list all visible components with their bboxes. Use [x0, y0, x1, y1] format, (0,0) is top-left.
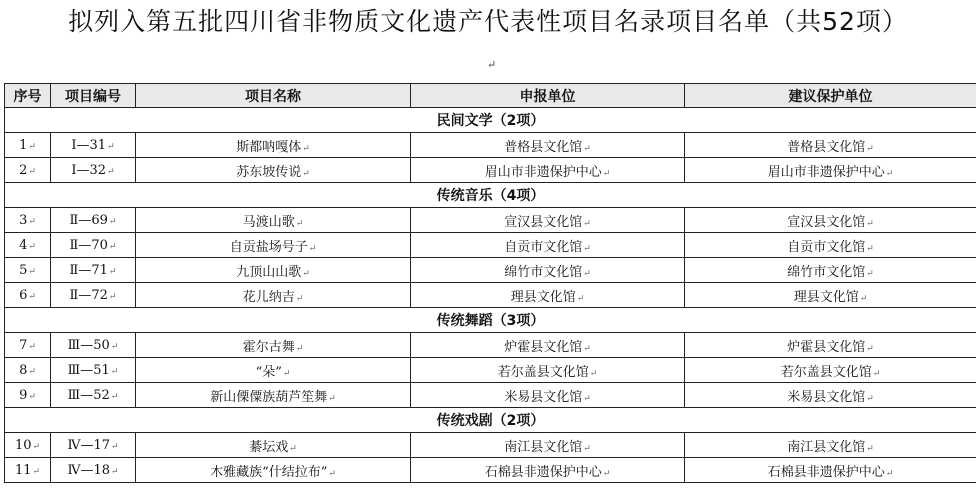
paragraph-mark: ↵	[872, 368, 881, 379]
paragraph-mark: ↵	[28, 166, 36, 177]
code-cell-text: Ⅲ—51	[67, 362, 110, 378]
table-row	[5, 158, 976, 183]
code-cell-text: Ⅱ—70	[69, 237, 108, 253]
code-cell-text: Ⅱ—69	[69, 212, 108, 228]
code-cell	[51, 458, 136, 483]
name-cell	[136, 383, 411, 408]
paragraph-mark: ↵	[487, 58, 497, 71]
paragraph-mark: ↵	[107, 166, 115, 177]
paragraph-mark: ↵	[32, 466, 41, 477]
table-row	[5, 383, 976, 408]
name-cell-text: 花儿纳吉	[242, 289, 295, 305]
category-row	[5, 408, 976, 433]
name-cell-text: 綦坛戏	[249, 439, 289, 455]
seq-cell-text: 10	[14, 437, 32, 453]
name-cell	[136, 208, 411, 233]
header-code: 项目编号	[51, 84, 136, 108]
paragraph-mark: ↵	[110, 341, 119, 352]
code-cell	[51, 433, 136, 458]
paragraph-mark: ↵	[295, 343, 304, 354]
applicant-cell-text: 石棉县非遗保护中心	[484, 464, 602, 480]
applicant-cell-text: 米易县文化馆	[504, 389, 583, 405]
paragraph-mark: ↵	[28, 341, 36, 352]
table-row	[5, 358, 976, 383]
protector-cell-text: 若尔盖县文化馆	[780, 364, 872, 380]
seq-cell-text: 4	[19, 237, 28, 253]
code-cell-text: Ⅰ—32	[71, 162, 107, 178]
paragraph-mark: ↵	[583, 218, 591, 229]
applicant-cell-text: 眉山市非遗保护中心	[484, 164, 602, 180]
paragraph-mark: ↵	[302, 168, 310, 179]
paragraph-mark: ↵	[859, 293, 868, 304]
paragraph-mark: ↵	[295, 293, 304, 304]
seq-cell-text: 2	[19, 162, 28, 178]
paragraph-mark: ↵	[866, 443, 874, 454]
code-cell	[51, 208, 136, 233]
applicant-cell	[411, 258, 685, 283]
name-cell	[136, 133, 411, 158]
code-cell-text: Ⅲ—50	[67, 337, 110, 353]
applicant-cell-text: 若尔盖县文化馆	[497, 364, 589, 380]
protector-cell	[685, 258, 976, 283]
header-seq: 序号	[5, 84, 51, 108]
seq-cell-text: 1	[19, 137, 28, 153]
name-cell-text: 自贡盐场号子	[229, 239, 308, 255]
protector-cell	[685, 283, 976, 308]
paragraph-mark: ↵	[328, 393, 336, 404]
category-row	[5, 183, 976, 208]
paragraph-mark: ↵	[28, 141, 36, 152]
seq-cell	[5, 133, 51, 158]
protector-cell-text: 宣汉县文化馆	[787, 214, 866, 230]
paragraph-mark: ↵	[583, 393, 591, 404]
applicant-cell	[411, 283, 685, 308]
code-cell-text: Ⅳ—17	[67, 437, 110, 453]
paragraph-mark: ↵	[282, 368, 291, 379]
code-cell	[51, 233, 136, 258]
name-cell	[136, 458, 411, 483]
protector-cell-text: 普格县文化馆	[787, 139, 866, 155]
table-row	[5, 233, 976, 258]
code-cell	[51, 383, 136, 408]
paragraph-mark: ↵	[866, 343, 874, 354]
name-cell	[136, 158, 411, 183]
protector-cell	[685, 133, 976, 158]
header-applicant: 申报单位	[411, 84, 685, 108]
paragraph-mark: ↵	[110, 466, 119, 477]
project-list-table	[4, 83, 976, 483]
applicant-cell-text: 自贡市文化馆	[504, 239, 583, 255]
table-row	[5, 258, 976, 283]
applicant-cell-text: 绵竹市文化馆	[504, 264, 583, 280]
code-cell-text: Ⅰ—31	[71, 137, 107, 153]
paragraph-mark: ↵	[28, 391, 36, 402]
table-row	[5, 333, 976, 358]
code-cell-text: Ⅱ—72	[69, 287, 108, 303]
paragraph-mark: ↵	[108, 216, 117, 227]
seq-cell-text: 8	[19, 362, 28, 378]
paragraph-mark: ↵	[866, 143, 874, 154]
code-cell	[51, 333, 136, 358]
table-row	[5, 458, 976, 483]
paragraph-mark: ↵	[110, 441, 119, 452]
protector-cell	[685, 433, 976, 458]
applicant-cell-text: 南江县文化馆	[504, 439, 583, 455]
paragraph-mark: ↵	[28, 216, 36, 227]
seq-cell	[5, 458, 51, 483]
paragraph-mark: ↵	[583, 268, 591, 279]
seq-cell	[5, 208, 51, 233]
document-title: 拟列入第五批四川省非物质文化遗产代表性项目名录项目名单（共52项）	[68, 7, 908, 36]
protector-cell-text: 绵竹市文化馆	[787, 264, 866, 280]
protector-cell	[685, 233, 976, 258]
seq-cell-text: 5	[19, 262, 28, 278]
protector-cell-text: 南江县文化馆	[787, 439, 866, 455]
table-row	[5, 208, 976, 233]
protector-cell	[685, 458, 976, 483]
protector-cell-text: 米易县文化馆	[787, 389, 866, 405]
code-cell-text: Ⅲ—52	[67, 387, 110, 403]
applicant-cell	[411, 208, 685, 233]
code-cell-text: Ⅳ—18	[67, 462, 110, 478]
code-cell	[51, 258, 136, 283]
protector-cell	[685, 158, 976, 183]
seq-cell	[5, 358, 51, 383]
seq-cell	[5, 383, 51, 408]
name-cell	[136, 258, 411, 283]
code-cell	[51, 283, 136, 308]
name-cell-text: 斯都呐嘎体	[236, 139, 302, 155]
seq-cell	[5, 258, 51, 283]
protector-cell-text: 自贡市文化馆	[787, 239, 866, 255]
table-row	[5, 133, 976, 158]
seq-cell	[5, 283, 51, 308]
paragraph-mark: ↵	[289, 443, 297, 454]
seq-cell-text: 11	[14, 462, 32, 478]
paragraph-mark: ↵	[108, 266, 117, 277]
protector-cell	[685, 358, 976, 383]
category-label: 传统舞蹈（3项）	[5, 308, 976, 333]
name-cell-text: 木雅藏族“什结拉布”	[210, 464, 328, 480]
applicant-cell	[411, 333, 685, 358]
paragraph-mark: ↵	[576, 293, 585, 304]
paragraph-mark: ↵	[885, 168, 894, 179]
name-cell-text: 苏东坡传说	[236, 164, 302, 180]
applicant-cell-text: 理县文化馆	[510, 289, 576, 305]
table-header-row	[5, 84, 976, 108]
protector-cell-text: 石棉县非遗保护中心	[767, 464, 885, 480]
applicant-cell-text: 炉霍县文化馆	[504, 339, 583, 355]
applicant-cell-text: 普格县文化馆	[504, 139, 583, 155]
paragraph-mark: ↵	[328, 468, 336, 479]
applicant-cell	[411, 383, 685, 408]
paragraph-mark: ↵	[583, 243, 591, 254]
applicant-cell	[411, 158, 685, 183]
code-cell	[51, 358, 136, 383]
code-cell	[51, 133, 136, 158]
seq-cell	[5, 433, 51, 458]
name-cell	[136, 358, 411, 383]
name-cell-text: “朵”	[255, 364, 282, 380]
name-cell-text: 马渡山歌	[242, 214, 295, 230]
seq-cell-text: 9	[19, 387, 28, 403]
table-row	[5, 433, 976, 458]
seq-cell	[5, 158, 51, 183]
name-cell-text: 霍尔古舞	[242, 339, 295, 355]
name-cell	[136, 233, 411, 258]
paragraph-mark: ↵	[295, 218, 304, 229]
name-cell-text: 九顶山山歌	[236, 264, 302, 280]
paragraph-mark: ↵	[302, 268, 310, 279]
paragraph-mark: ↵	[28, 366, 36, 377]
paragraph-mark: ↵	[602, 468, 611, 479]
category-label: 民间文学（2项）	[5, 108, 976, 133]
paragraph-mark: ↵	[107, 141, 115, 152]
name-cell	[136, 433, 411, 458]
protector-cell-text: 炉霍县文化馆	[787, 339, 866, 355]
protector-cell	[685, 333, 976, 358]
seq-cell	[5, 233, 51, 258]
paragraph-mark: ↵	[28, 266, 36, 277]
paragraph-mark: ↵	[308, 243, 317, 254]
seq-cell-text: 6	[19, 287, 28, 303]
name-cell	[136, 333, 411, 358]
paragraph-mark: ↵	[866, 218, 874, 229]
paragraph-mark: ↵	[589, 368, 598, 379]
applicant-cell	[411, 133, 685, 158]
paragraph-mark: ↵	[602, 168, 611, 179]
paragraph-mark: ↵	[108, 291, 117, 302]
code-cell-text: Ⅱ—71	[69, 262, 108, 278]
category-label: 传统戏剧（2项）	[5, 408, 976, 433]
paragraph-mark: ↵	[32, 441, 41, 452]
category-row	[5, 308, 976, 333]
name-cell	[136, 283, 411, 308]
paragraph-mark: ↵	[28, 241, 36, 252]
paragraph-mark: ↵	[583, 443, 591, 454]
name-cell-text: 新山傈僳族葫芦笙舞	[210, 389, 328, 405]
paragraph-mark: ↵	[108, 241, 117, 252]
paragraph-mark: ↵	[866, 243, 874, 254]
paragraph-mark: ↵	[866, 393, 874, 404]
category-label: 传统音乐（4项）	[5, 183, 976, 208]
code-cell	[51, 158, 136, 183]
table-body	[5, 108, 976, 483]
paragraph-mark: ↵	[110, 366, 119, 377]
table-row	[5, 283, 976, 308]
paragraph-mark: ↵	[866, 268, 874, 279]
header-protector: 建议保护单位	[685, 84, 976, 108]
header-name: 项目名称	[136, 84, 411, 108]
paragraph-mark: ↵	[583, 143, 591, 154]
protector-cell	[685, 208, 976, 233]
paragraph-mark: ↵	[583, 343, 591, 354]
applicant-cell-text: 宣汉县文化馆	[504, 214, 583, 230]
paragraph-mark: ↵	[110, 391, 119, 402]
paragraph-mark: ↵	[885, 468, 894, 479]
applicant-cell	[411, 233, 685, 258]
applicant-cell	[411, 433, 685, 458]
category-row	[5, 108, 976, 133]
protector-cell-text: 眉山市非遗保护中心	[767, 164, 885, 180]
applicant-cell	[411, 458, 685, 483]
paragraph-mark: ↵	[302, 143, 310, 154]
seq-cell	[5, 333, 51, 358]
protector-cell	[685, 383, 976, 408]
seq-cell-text: 7	[19, 337, 28, 353]
seq-cell-text: 3	[19, 212, 28, 228]
protector-cell-text: 理县文化馆	[793, 289, 859, 305]
applicant-cell	[411, 358, 685, 383]
paragraph-mark: ↵	[28, 291, 36, 302]
